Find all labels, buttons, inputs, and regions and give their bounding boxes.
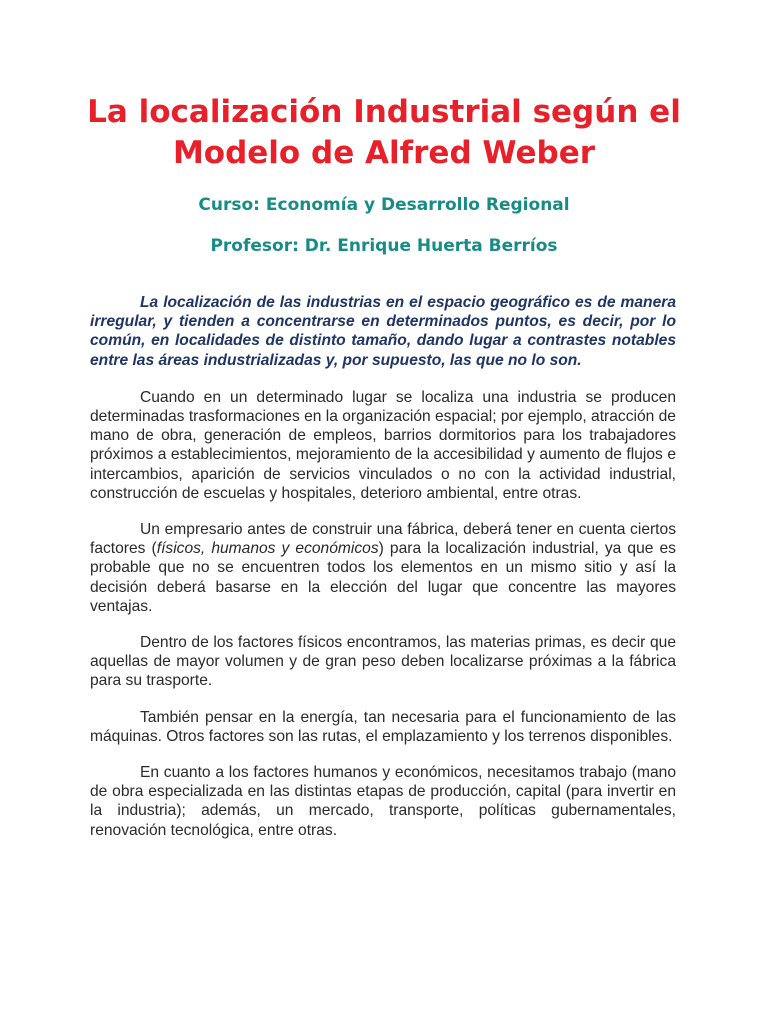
page-title: La localización Industrial según el Modelo de Alfred Weber (87, 94, 681, 171)
paragraph-transformations: Cuando en un determinado lugar se localiza una industria se producen determinadas trasformaciones en la organización espacial; por ejemplo, atracción de mano de obra, generación de empleos, barrios dormitorios para los trabajadores próximos a establecimientos, mejoramiento de la accesibilidad y aumento de flujos e intercambios, aparición de servicios vinculados o no con la actividad industrial, construcción de escuelas y hospitales, deterioro ambiental, entre otras. (90, 388, 676, 502)
paragraph-factors (90, 520, 676, 616)
intro-paragraph: La localización de las industrias en el espacio geográfico es de manera irregular, y tienden a concentrarse en determinados puntos, es decir, por lo común, en localidades de distinto tamaño, dando lugar a contrastes notables entre las áreas industrializadas y, por supuesto, las que no lo son. (90, 294, 676, 369)
paragraph-factors-end: ) para la localización industrial, ya que es probable que no se encuentren todos los elementos en un mismo sitio y así la decisión deberá basarse en la elección del lugar que concentre las mayores ventajas. (90, 540, 676, 615)
paragraph-physical-factors: Dentro de los factores físicos encontramos, las materias primas, es decir que aquellas de mayor volumen y de gran peso deben localizarse próximas a la fábrica para su trasporte. (90, 634, 676, 690)
document-body (90, 293, 676, 857)
paragraph-human-economic-factors: En cuanto a los factores humanos y económicos, necesitamos trabajo (mano de obra especializada en las distintas etapas de producción, capital (para invertir en la industria); además, un mercado, transporte, políticas gubernamentales, renovación tecnológica, entre otras. (90, 764, 676, 839)
paragraph-factors-start: Un empresario antes de construir una fábrica, deberá tener en cuenta ciertos factores ( (90, 521, 676, 558)
paragraph-factors-emphasis: físicos, humanos y económicos (156, 540, 379, 558)
paragraph-energy: También pensar en la energía, tan necesaria para el funcionamiento de las máquinas. Otros factores son las rutas, el emplazamiento y los terrenos disponibles. (90, 708, 676, 745)
course-subtitle: Curso: Economía y Desarrollo Regional (198, 195, 570, 215)
professor-subtitle: Profesor: Dr. Enrique Huerta Berríos (210, 236, 558, 256)
